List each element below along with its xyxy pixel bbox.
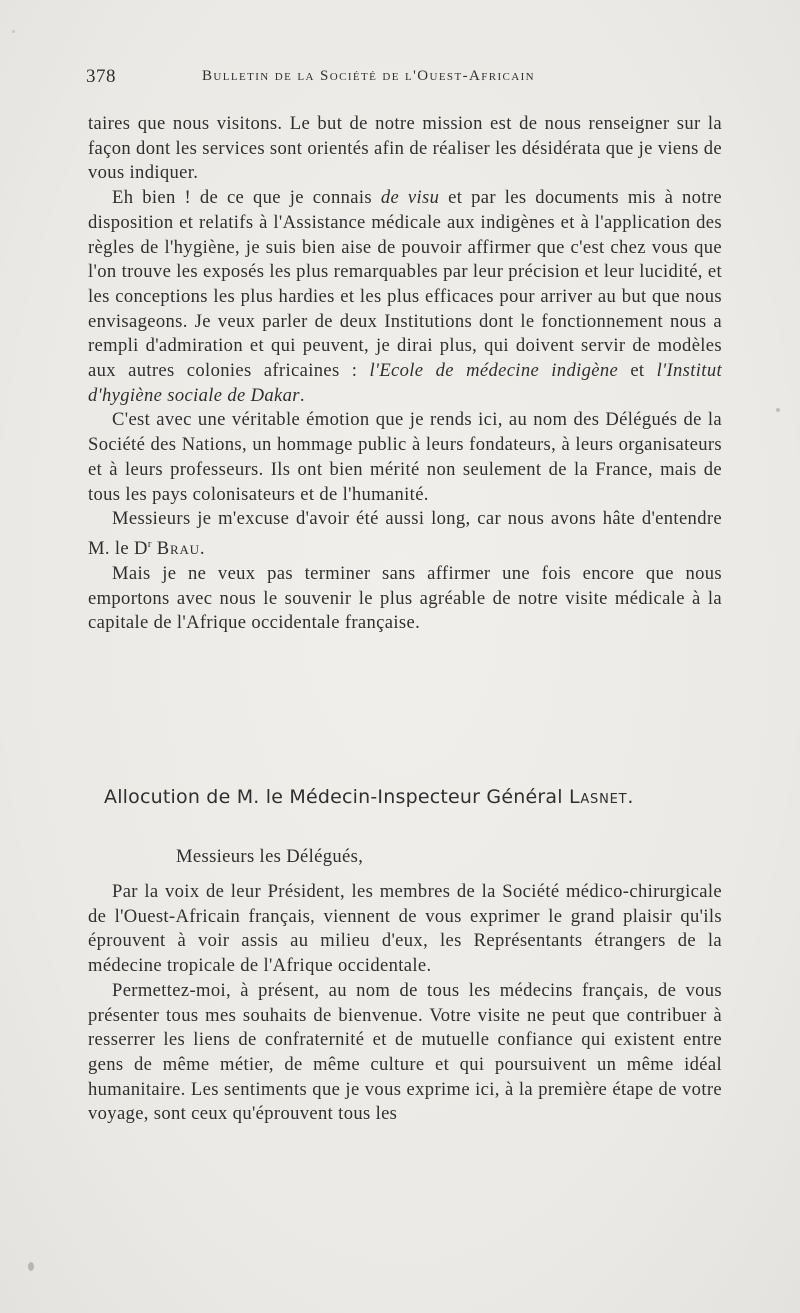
allocution-heading: Allocution de M. le Médecin-Inspecteur Général Lasnet. (104, 786, 634, 808)
paper-speck (776, 408, 780, 412)
latin-phrase: de visu (380, 187, 440, 209)
paragraph: Eh bien ! de ce que je connais de visu et par les documents mis à notre disposition et relatifs à l'Assistance médicale aux indigènes et à l'application des règles de l'hygiène, je suis bien aise de pouvoir affirmer que c'est chez vous que l'on trouve les exposés les plus remarquables par leur précision et leur lucidité, et les conceptions les plus hardies et les plus efficaces pour arriver au but que nous envisageons. Je veux parler de deux Institutions dont le fonctionnement nous a rempli d'admiration et qui peuvent, je dirai plus, qui doivent servir de modèles aux autres colonies africaines : l'Ecole de médecine indigène et l'Institut d'hygiène sociale de Dakar. (88, 187, 722, 406)
allocution-body (88, 880, 722, 1127)
ecole-medecine-name: l'Ecole de médecine indigène (369, 360, 619, 382)
running-head (86, 66, 726, 92)
paper-speck (28, 1262, 34, 1271)
paragraph: C'est avec une véritable émotion que je rends ici, au nom des Délégués de la Société des Nations, un hommage public à leurs fondateurs, à leurs organisateurs et à leurs professeurs. Ils ont bien mérité non seulement de la France, mais de tous les pays colonisateurs et de l'humanité. (88, 409, 722, 505)
brau-name: Brau (156, 538, 200, 560)
paragraph: Permettez-moi, à présent, au nom de tous les médecins français, de vous présenter tous mes souhaits de bienvenue. Votre visite ne peut que contribuer à resserrer les liens de confraternité et de mutuelle confiance qui existent entre gens de même métier, de même culture et qui poursuivent un même idéal humanitaire. Les sentiments que je vous exprime ici, à la première étape de votre voyage, sont ceux qu'éprouvent tous les (88, 979, 722, 1125)
institut-hygiene-name: l'Institut d'hygiène sociale de Dakar (88, 360, 722, 406)
letter-body (88, 112, 722, 636)
paragraph: Messieurs je m'excuse d'avoir été aussi long, car nous avons hâte d'entendre M. le $D^r$ Brau. (88, 508, 722, 560)
bulletin-title: Bulletin de la Société de l'Ouest-Africain (202, 68, 536, 84)
paper-speck (12, 30, 15, 33)
salutation: Messieurs les Délégués, (176, 846, 364, 867)
paragraph: Mais je ne veux pas terminer sans affirmer une fois encore que nous emportons avec nous le souvenir le plus agréable de notre visite médicale à la capitale de l'Afrique occidentale française. (88, 562, 722, 634)
paragraph: Par la voix de leur Président, les membres de la Société médico-chirurgicale de l'Ouest-Africain français, viennent de vous exprimer le grand plaisir qu'ils éprouvent à voir assis au milieu d'eux, les Représentants étrangers de la médecine tropicale de l'Afrique occidentale. (88, 881, 722, 977)
page-number: 378 (86, 66, 116, 87)
paragraph: taires que nous visitons. Le but de notre mission est de nous renseigner sur la façon dont les services sont orientés afin de réaliser les désidérata que je viens de vous indiquer. (88, 113, 722, 184)
